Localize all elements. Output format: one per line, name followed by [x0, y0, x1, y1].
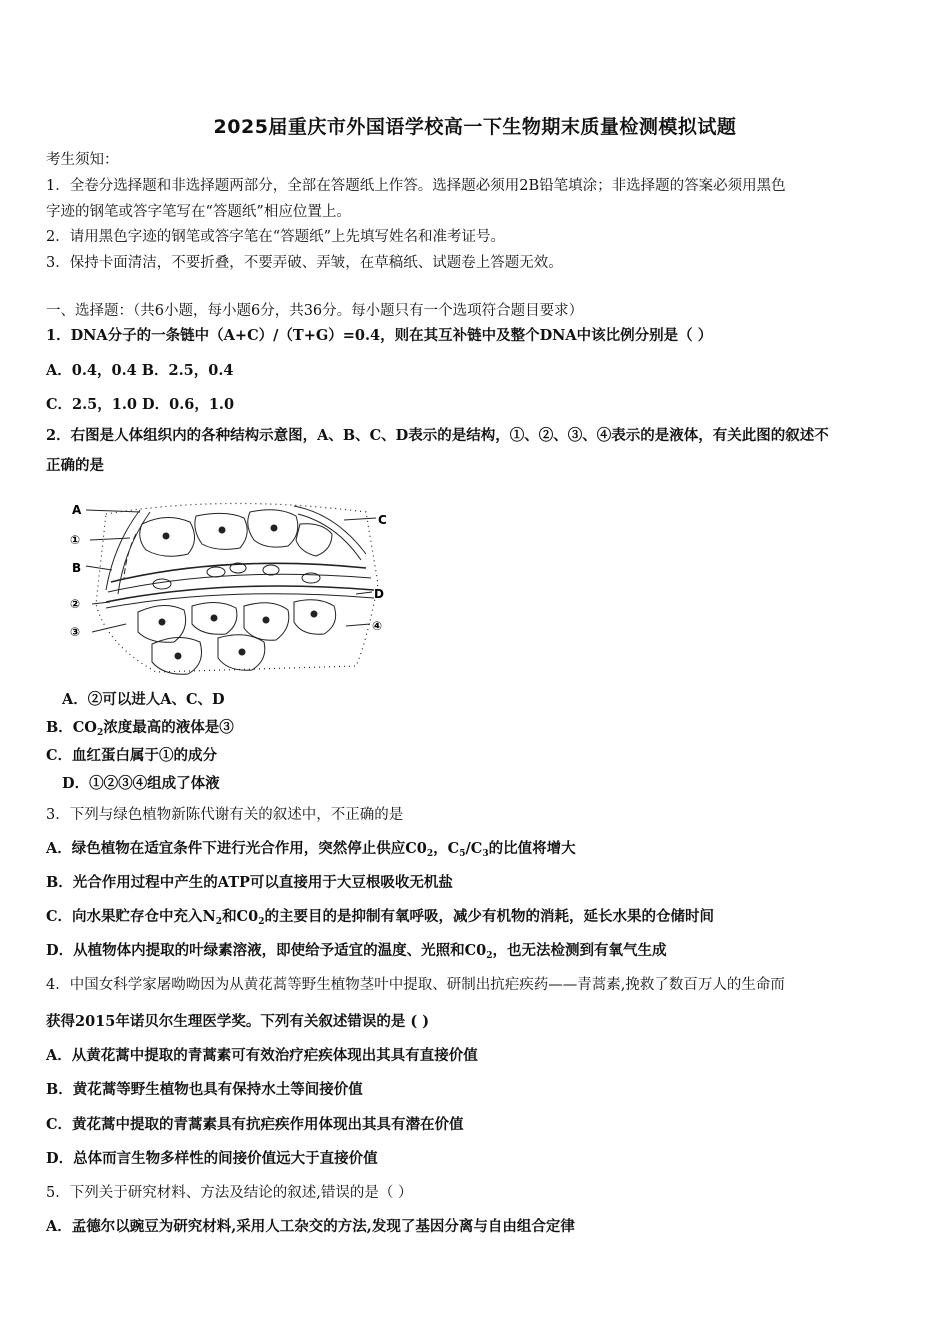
notice-item-1-cont: 字迹的钢笔或答字笔写在“答题纸”相应位置上。: [46, 204, 351, 220]
q2-stem-cont: 正确的是: [46, 457, 104, 474]
section-heading: 一、选择题：（共6小题，每小题6分，共36分。每小题只有一个选项符合题目要求）: [46, 303, 584, 319]
fig-label-a: A: [72, 503, 82, 517]
fig-label-circle-2: ②: [70, 597, 81, 611]
q2-option-b: B．$CO_2$浓度最高的液体是③: [46, 719, 234, 738]
notice-item-2: 2．请用黑色字迹的钢笔或答字笔在“答题纸”上先填写姓名和准考证号。: [46, 229, 506, 245]
q4-option-a: A．从黄花蒿中提取的青蒿素可有效治疗疟疾体现出其具有直接价值: [46, 1047, 478, 1064]
fig-label-d: D: [374, 587, 384, 601]
notice-item-1: 1．全卷分选择题和非选择题两部分，全部在答题纸上作答。选择题必须用2B铅笔填涂；非选择题的答案必须用黑色: [46, 178, 786, 194]
fig-label-circle-4: ④: [372, 619, 383, 633]
q5-stem: 5．下列关于研究材料、方法及结论的叙述,错误的是（ ）: [46, 1185, 413, 1201]
fig-label-circle-1: ①: [70, 533, 81, 547]
page-title: 2025届重庆市外国语学校高一下生物期末质量检测模拟试题: [213, 116, 737, 138]
q4-option-d: D．总体而言生物多样性的间接价值远大于直接价值: [46, 1150, 378, 1167]
fig-label-b: B: [72, 561, 82, 575]
q1-options-row-1: A．0.4，0.4 B．2.5，0.4: [46, 362, 234, 379]
q2-stem: 2．右图是人体组织内的各种结构示意图，A、B、C、D表示的是结构，①、②、③、④表示的是液体，有关此图的叙述不: [46, 427, 829, 444]
notice-item-3: 3．保持卡面清洁，不要折叠，不要弄破、弄皱，在草稿纸、试题卷上答题无效。: [46, 255, 563, 271]
tissue-structure-diagram: [66, 494, 396, 684]
q3-option-d: D．从植物体内提取的叶绿素溶液，即使给予适宜的温度、光照和$C0_2$，也无法检测到有氧气生成: [46, 942, 667, 961]
q2-option-a: A．②可以进人A、C、D: [62, 691, 225, 708]
notice-heading: 考生须知：: [46, 152, 119, 168]
q2-option-c: C．血红蛋白属于①的成分: [46, 747, 218, 764]
q4-option-c: C．黄花蒿中提取的青蒿素具有抗疟疾作用体现出其具有潜在价值: [46, 1116, 464, 1133]
fig-label-c: C: [378, 513, 387, 527]
q3-stem: 3．下列与绿色植物新陈代谢有关的叙述中，不正确的是: [46, 807, 404, 823]
q3-option-c: C．向水果贮存仓中充入$N_2$和$C0_2$的主要目的是抑制有氧呼吸，减少有机物的消耗，延长水果的仓储时间: [46, 908, 714, 927]
q4-stem-cont: 获得2015年诺贝尔生理医学奖。下列有关叙述错误的是 ( ): [46, 1013, 430, 1030]
q1-stem: 1．DNA分子的一条链中（A+C）/（T+G）=0.4，则在其互补链中及整个DNA中该比例分别是（ ）: [46, 327, 713, 344]
q3-option-a: A．绿色植物在适宜条件下进行光合作用，突然停止供应$C0_2$，$C_5/C_3$的比值将增大: [46, 840, 576, 859]
fig-label-circle-3: ③: [70, 625, 81, 639]
q1-options-row-2: C．2.5，1.0 D．0.6，1.0: [46, 396, 235, 413]
q3-option-b: B．光合作用过程中产生的ATP可以直接用于大豆根吸收无机盐: [46, 874, 453, 891]
q4-option-b: B．黄花蒿等野生植物也具有保持水土等间接价值: [46, 1081, 363, 1098]
q2-option-d: D．①②③④组成了体液: [62, 775, 220, 792]
q4-stem: 4．中国女科学家屠呦呦因为从黄花蒿等野生植物茎叶中提取、研制出抗疟疾药——青蒿素,挽救了数百万人的生命而: [46, 977, 785, 993]
q5-option-a: A．孟德尔以豌豆为研究材料,采用人工杂交的方法,发现了基因分离与自由组合定律: [46, 1218, 575, 1235]
